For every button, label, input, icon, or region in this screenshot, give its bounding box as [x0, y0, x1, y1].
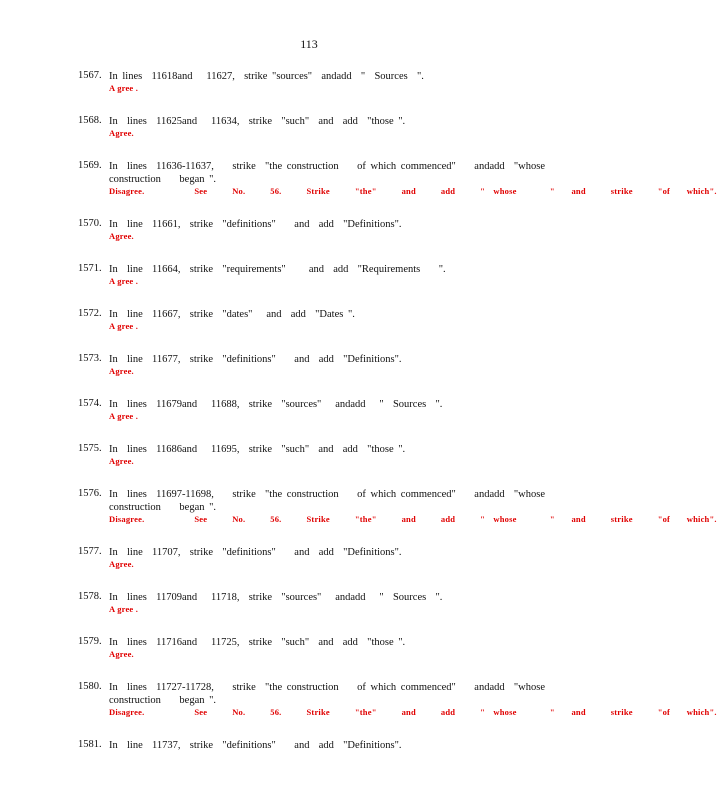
amendment-entry [0, 353, 618, 377]
amendment-entry [0, 218, 618, 242]
entry-number: 1579. [78, 636, 102, 647]
entry-number: 1576. [78, 488, 102, 499]
amendment-entry [0, 160, 717, 197]
entry-text-line: In lines 11727-11728, strike "the construction of which commenced" andadd "whose [109, 682, 545, 693]
amendment-entry [0, 70, 618, 94]
entry-body [109, 739, 539, 752]
entry-text-line: In lines 11625and 11634, strike "such" and add "those ". [109, 116, 406, 127]
entry-body [109, 546, 539, 570]
entry-number: 1571. [78, 263, 102, 274]
amendment-entry [0, 488, 717, 525]
entry-body [109, 443, 539, 467]
entry-body [109, 488, 717, 525]
page-number: 113 [300, 37, 318, 51]
entry-text-line: In line 11677, strike "definitions" and add "Definitions". [109, 354, 402, 365]
entry-number: 1568. [78, 115, 102, 126]
entry-response: Agree. [109, 559, 134, 569]
entry-body [109, 398, 539, 422]
entry-response: Agree. [109, 231, 134, 241]
amendment-entry [0, 591, 618, 615]
entry-number: 1574. [78, 398, 102, 409]
amendment-entry [0, 546, 618, 570]
entry-number: 1580. [78, 681, 102, 692]
entry-response: A gree . [109, 411, 139, 421]
entry-body [109, 160, 717, 197]
entry-text-line: In line 11707, strike "definitions" and add "Definitions". [109, 547, 402, 558]
entry-response: Agree. [109, 649, 134, 659]
entry-body [109, 308, 539, 332]
entry-response: A gree . [109, 276, 139, 286]
entry-number: 1573. [78, 353, 102, 364]
entry-text-line: In lines 11618and 11627, strike "sources" andadd " Sources ". [109, 71, 424, 82]
entry-response: Disagree. See No. 56. Strike "the" and add " whose " and strike "of which". [109, 514, 717, 524]
amendment-entry [0, 443, 618, 467]
entry-number: 1578. [78, 591, 102, 602]
entry-text-line: construction began ". [109, 174, 217, 185]
amendment-entry [0, 263, 618, 287]
amendment-entry [0, 739, 618, 752]
entry-number: 1567. [78, 70, 102, 81]
amendment-entry [0, 681, 717, 718]
amendment-entry [0, 398, 618, 422]
entry-number: 1569. [78, 160, 102, 171]
entry-text-line: In lines 11709and 11718, strike "sources" andadd " Sources ". [109, 592, 443, 603]
entry-body [109, 636, 539, 660]
entry-text-line: In lines 11697-11698, strike "the construction of which commenced" andadd "whose [109, 489, 545, 500]
entry-body [109, 263, 539, 287]
entry-number: 1581. [78, 739, 102, 750]
entry-response: A gree . [109, 83, 139, 93]
entry-text-line: In line 11737, strike "definitions" and add "Definitions". [109, 740, 402, 751]
amendment-entry [0, 636, 618, 660]
entry-number: 1572. [78, 308, 102, 319]
entry-response: Disagree. See No. 56. Strike "the" and add " whose " and strike "of which". [109, 707, 717, 717]
amendment-list [0, 70, 717, 773]
entry-response: Agree. [109, 366, 134, 376]
entry-body [109, 70, 539, 94]
entry-response: Agree. [109, 456, 134, 466]
entry-text-line: In lines 11716and 11725, strike "such" and add "those ". [109, 637, 406, 648]
entry-body [109, 218, 539, 242]
entry-text-line: In line 11667, strike "dates" and add "Dates ". [109, 309, 355, 320]
entry-body [109, 115, 539, 139]
entry-body [109, 591, 539, 615]
amendment-entry [0, 308, 618, 332]
entry-text-line: In lines 11679and 11688, strike "sources" andadd " Sources ". [109, 399, 443, 410]
entry-body [109, 681, 717, 718]
entry-response: A gree . [109, 604, 139, 614]
entry-body [109, 353, 539, 377]
entry-response: Disagree. See No. 56. Strike "the" and add " whose " and strike "of which". [109, 186, 717, 196]
entry-number: 1575. [78, 443, 102, 454]
entry-number: 1570. [78, 218, 102, 229]
entry-text-line: construction began ". [109, 502, 217, 513]
entry-response: Agree. [109, 128, 134, 138]
entry-text-line: In line 11664, strike "requirements" and add "Requirements ". [109, 264, 446, 275]
entry-text-line: In lines 11686and 11695, strike "such" and add "those ". [109, 444, 406, 455]
entry-number: 1577. [78, 546, 102, 557]
entry-text-line: construction began ". [109, 695, 217, 706]
entry-response: A gree . [109, 321, 139, 331]
amendment-entry [0, 115, 618, 139]
entry-text-line: In lines 11636-11637, strike "the construction of which commenced" andadd "whose [109, 161, 545, 172]
entry-text-line: In line 11661, strike "definitions" and add "Definitions". [109, 219, 402, 230]
